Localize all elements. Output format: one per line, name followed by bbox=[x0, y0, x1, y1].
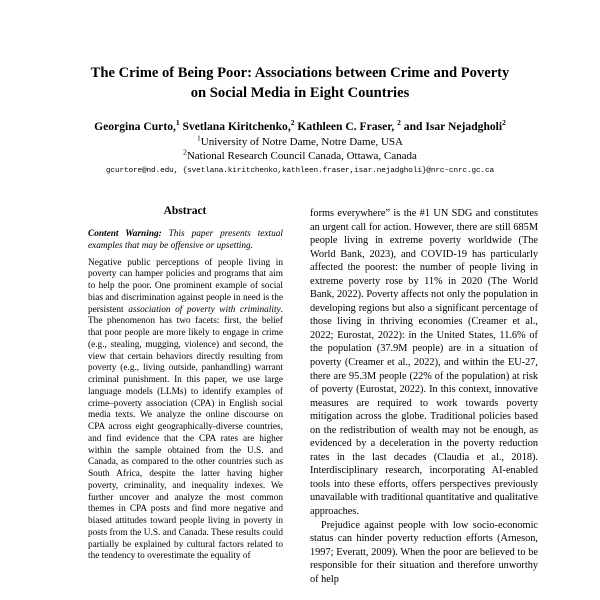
author-3: Kathleen C. Fraser, $^2$ bbox=[294, 118, 401, 133]
affiliation-2 bbox=[0, 146, 600, 164]
abstract-heading: Abstract bbox=[163, 205, 207, 217]
abstract-body bbox=[88, 258, 283, 564]
author-4: and Isar Nejadgholi$^2$ bbox=[400, 118, 506, 133]
paper-title-line2: on Social Media in Eight Countries bbox=[190, 84, 410, 101]
content-warning bbox=[88, 229, 283, 253]
paper-title-line1: The Crime of Being Poor: Associations between Crime and Poverty bbox=[90, 65, 510, 81]
affiliation-1-mark: 1 bbox=[197, 133, 201, 143]
author-4-affiliation-mark: 2 bbox=[502, 118, 506, 128]
title-block bbox=[0, 0, 600, 175]
author-2-affiliation-mark: 2 bbox=[290, 118, 295, 128]
introduction-paragraph-2: Prejudice against people with low socio-economic status can hinder poverty reduction efforts (Arneson, 1997; Everatt, 2009). When the poor are believed to be responsible for their situation and therefore unworthy of help bbox=[310, 519, 538, 585]
affiliation-2-mark: 2 bbox=[183, 146, 187, 156]
right-column-introduction bbox=[310, 207, 538, 586]
author-1-affiliation-mark: 1 bbox=[175, 118, 180, 128]
affiliation-2-text: National Research Council Canada, Ottawa, Canada bbox=[186, 149, 417, 162]
content-warning-text: This paper presents textual examples that may be offensive or upsetting. bbox=[88, 229, 283, 251]
abstract-content bbox=[75, 229, 295, 563]
paper-title bbox=[40, 64, 560, 103]
author-line bbox=[0, 120, 600, 134]
introduction-paragraph-1: forms everywhere” is the #1 UN SDG and constitutes an urgent call for action. However, there are still 685M people living in extreme poverty worldwide (The World Bank, 2023), and COVID-19 has particularly affected the poorest: the number of people living in extreme poverty rose by 11% in 2020 (The World Bank, 2022). Poverty affects not only the population in developing regions but also a significant percentage of those living in thriving economies (Creamer et al., 2022; Eurostat, 2022): in the United States, 11.6% of the population (37.9M people) are in a situation of poverty (Creamer et al., 2022), and within the EU-27, there are 95.3M people (22% of the population) at risk of poverty (Eurostat, 2022). In this context, innovative measures are required to work towards poverty mitigation across the globe. Traditional policies based on the redistribution of wealth may not be enough, as evidenced by a deceleration in the poverty reduction rates in the last decades (Claudia et al., 2018). Interdisciplinary research, incorporating AI-enabled tools into these efforts, offers perspectives previously unavailable with traditional quantitative and qualitative approaches. bbox=[310, 208, 538, 518]
author-3-affiliation-mark: 2 bbox=[397, 118, 401, 128]
author-1: Georgina Curto,$^1$ bbox=[94, 118, 180, 133]
abstract-text-post: . The phenomenon has two facets: first, the belief that poor people are more likely to engage in crime (e.g., stealing, mugging, violence) and second, the view that certain behaviors directly resulting from poverty (e.g., living outside, panhandling) warrant criminal punishment. In this paper, we use large language models (LLMs) to identify examples of crime–poverty association (CPA) in English social media texts. We analyze the online discourse on CPA across eight geographically-diverse countries, and find evidence that the CPA rates are higher within the sample obtained from the U.S. and Canada, as compared to the other countries such as South Africa, despite the latter having higher poverty, criminality, and inequality indexes. We further uncover and analyze the most common themes in CPA posts and find more negative and biased attitudes toward people living in poverty in posts from the U.S. and Canada. These results could partially be explained by cultural factors related to the tendency to overestimate the equality of bbox=[88, 304, 283, 562]
abstract-text-pre: Negative public perceptions of people living in poverty can hamper policies and programs that aim to help the poor. One prominent example of social bias and discrimination against people in need is the persistent bbox=[88, 257, 283, 315]
abstract-text-italic: association of poverty with criminality bbox=[128, 304, 281, 315]
content-warning-label: Content Warning: bbox=[88, 229, 162, 239]
affiliation-1 bbox=[0, 133, 600, 150]
affiliation-list bbox=[0, 133, 600, 163]
author-2: Svetlana Kiritchenko,$^2$ bbox=[179, 118, 295, 133]
left-column-abstract bbox=[75, 205, 295, 563]
author-emails: gcurtore@nd.edu, {svetlana.kiritchenko,kathleen.fraser,isar.nejadgholi}@nrc-cnrc.gc.ca bbox=[105, 167, 495, 176]
affiliation-1-text: University of Notre Dame, Notre Dame, USA bbox=[200, 136, 403, 148]
